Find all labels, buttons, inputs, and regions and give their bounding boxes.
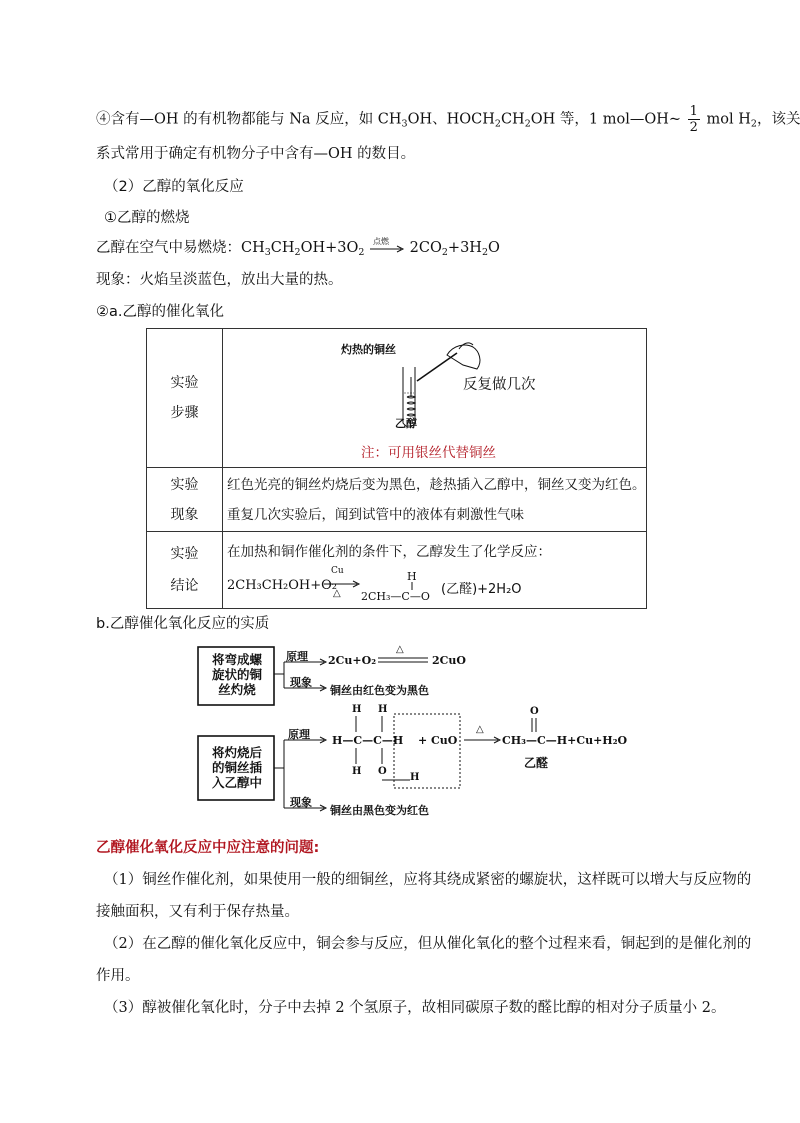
condition: 点燃 bbox=[373, 237, 390, 246]
phenomenon-label-2: 现象 bbox=[290, 796, 312, 809]
text: ，该关 bbox=[756, 111, 800, 128]
sub: 3 bbox=[401, 118, 408, 130]
oh-paragraph-line2: 系式常用于确定有机物分子中含有—OH 的数目。 bbox=[96, 146, 416, 162]
l: 旋状的铜 bbox=[211, 667, 262, 682]
eq-right: (乙醛)+2H₂O bbox=[441, 582, 522, 597]
step2-box bbox=[206, 745, 268, 790]
l: 将弯成螺 bbox=[211, 652, 262, 667]
note-3: （3）醇被催化氧化时，分子中去掉 2 个氢原子，故相同碳原子数的醛比醇的相对分子质量小 2。 bbox=[104, 1000, 726, 1016]
conclusion-cell bbox=[223, 532, 647, 609]
notes-title: 乙醇催化氧化反应中应注意的问题: bbox=[96, 840, 320, 856]
sub: 2 bbox=[750, 118, 757, 130]
note-2a: （2）在乙醇的催化氧化反应中，铜会参与反应，但从催化氧化的整个过程来看，铜起到的是催化剂的 bbox=[104, 936, 752, 952]
h-top-1: H bbox=[352, 704, 362, 715]
denominator: 2 bbox=[689, 120, 698, 135]
sub: 2 bbox=[294, 247, 301, 258]
l: 的铜丝插 bbox=[211, 760, 262, 775]
conclusion-label bbox=[147, 532, 223, 609]
label: 乙醇在空气中易燃烧： bbox=[96, 240, 241, 256]
l: 结论 bbox=[170, 578, 199, 594]
sub: 2 bbox=[481, 247, 488, 258]
text: OH、HOCH bbox=[407, 111, 495, 128]
text: CH bbox=[500, 111, 525, 128]
bond-line bbox=[409, 582, 415, 590]
o-aldehyde: O bbox=[530, 706, 539, 717]
l: 将灼烧后 bbox=[211, 745, 262, 760]
conclusion-text: 在加热和铜作催化剂的条件下，乙醇发生了化学反应： bbox=[227, 544, 551, 560]
phenomenon-cell bbox=[223, 468, 647, 532]
principle-label-2: 原理 bbox=[288, 728, 310, 741]
wire-label: 灼热的铜丝 bbox=[341, 343, 396, 356]
note-text: 注：可用银丝代替铜丝 bbox=[361, 445, 496, 461]
t: 2CO bbox=[409, 240, 442, 256]
t: CH bbox=[270, 240, 295, 256]
note-1a: （1）铜丝作催化剂，如果使用一般的细铜丝，应将其绕成紧密的螺旋状，这样既可以增大与反应物的 bbox=[104, 872, 752, 888]
l: 重复几次实验后，闻到试管中的液体有刺激性气味 bbox=[227, 506, 524, 523]
eq-left: 2CH₃CH₂OH+O₂ bbox=[227, 578, 338, 593]
principle-label-1: 原理 bbox=[286, 650, 308, 663]
row-phenomenon bbox=[147, 468, 647, 532]
catalytic-title: ②a.乙醇的催化氧化 bbox=[96, 304, 224, 320]
arrow-icon bbox=[323, 580, 361, 590]
burn-title: ①乙醇的燃烧 bbox=[104, 210, 190, 226]
text: mol H bbox=[706, 111, 751, 128]
text: OH 等，1 mol—OH~ bbox=[530, 111, 682, 128]
burn-phenomenon: 现象：火焰呈淡蓝色，放出大量的热。 bbox=[96, 272, 343, 288]
aldehyde-name: 乙醛 bbox=[524, 756, 549, 770]
phenomenon-text-1: 铜丝由红色变为黑色 bbox=[330, 684, 429, 697]
eq-h: H bbox=[407, 570, 417, 583]
experiment-table bbox=[146, 328, 647, 609]
o-bottom: O bbox=[378, 766, 387, 777]
eq-aldehyde: 2CH₃—C—O bbox=[361, 590, 430, 603]
note-1b: 接触面积，又有利于保存热量。 bbox=[96, 904, 299, 920]
sub: 2 bbox=[358, 247, 365, 258]
principle-prod-2: CH₃—C—H+Cu+H₂O bbox=[502, 734, 628, 747]
h-bottom: H bbox=[352, 766, 362, 777]
sub: 2 bbox=[494, 118, 501, 130]
row-steps bbox=[147, 329, 647, 468]
principle-eq-1: 2Cu+O₂ bbox=[328, 654, 377, 667]
row-conclusion bbox=[147, 532, 647, 609]
l: 现象 bbox=[170, 506, 199, 523]
numerator: 1 bbox=[689, 104, 698, 119]
l: 实验 bbox=[170, 375, 199, 391]
step1-box bbox=[206, 652, 268, 697]
sub: 2 bbox=[524, 118, 531, 130]
note-2b: 作用。 bbox=[96, 968, 140, 984]
l: 实验 bbox=[170, 546, 199, 562]
h-top-2: H bbox=[378, 704, 388, 715]
repeat-text: 反复做几次 bbox=[463, 377, 536, 393]
principle-cond-2: △ bbox=[476, 724, 484, 735]
arrow-icon bbox=[369, 243, 405, 257]
tube-label: 乙醇 bbox=[395, 417, 417, 430]
l: 步骤 bbox=[170, 405, 199, 421]
h-hydroxyl: H bbox=[410, 772, 420, 783]
l: 实验 bbox=[170, 476, 199, 493]
steps-label bbox=[147, 329, 223, 468]
t: CH bbox=[241, 240, 265, 256]
l: 红色光亮的铜丝灼烧后变为黑色，趁热插入乙醇中，铜丝又变为红色。 bbox=[227, 476, 646, 493]
t: OH+3O bbox=[300, 240, 359, 256]
l: 入乙醇中 bbox=[211, 775, 262, 790]
sub: 2 bbox=[441, 247, 448, 258]
reaction-arrow bbox=[369, 237, 405, 255]
principle-prod-1: 2CuO bbox=[432, 654, 466, 667]
section-2-heading: （2）乙醇的氧化反应 bbox=[104, 179, 244, 195]
cuo-reactant: + CuO bbox=[418, 734, 458, 747]
mechanism-title: b.乙醇催化氧化反应的实质 bbox=[96, 616, 270, 632]
t: O bbox=[488, 240, 500, 256]
sub: 3 bbox=[264, 247, 271, 258]
principle-cond-1: △ bbox=[396, 644, 404, 655]
t: +3H bbox=[447, 240, 482, 256]
text: ④含有—OH 的有机物都能与 Na 反应，如 CH bbox=[96, 111, 402, 128]
phenomenon-label-1: 现象 bbox=[290, 676, 312, 689]
steps-cell bbox=[223, 329, 647, 468]
burn-equation bbox=[96, 238, 500, 263]
eq-heat: △ bbox=[333, 588, 341, 599]
oh-paragraph-line1 bbox=[96, 104, 800, 135]
phenomenon-label bbox=[147, 468, 223, 532]
l: 丝灼烧 bbox=[218, 682, 256, 697]
eq-catalyst: Cu bbox=[331, 566, 344, 576]
ethanol-chain: H—C—C—H bbox=[332, 734, 404, 747]
mechanism-diagram bbox=[196, 644, 636, 826]
fraction-half bbox=[688, 104, 700, 135]
phenomenon-text-2: 铜丝由黑色变为红色 bbox=[330, 804, 429, 817]
